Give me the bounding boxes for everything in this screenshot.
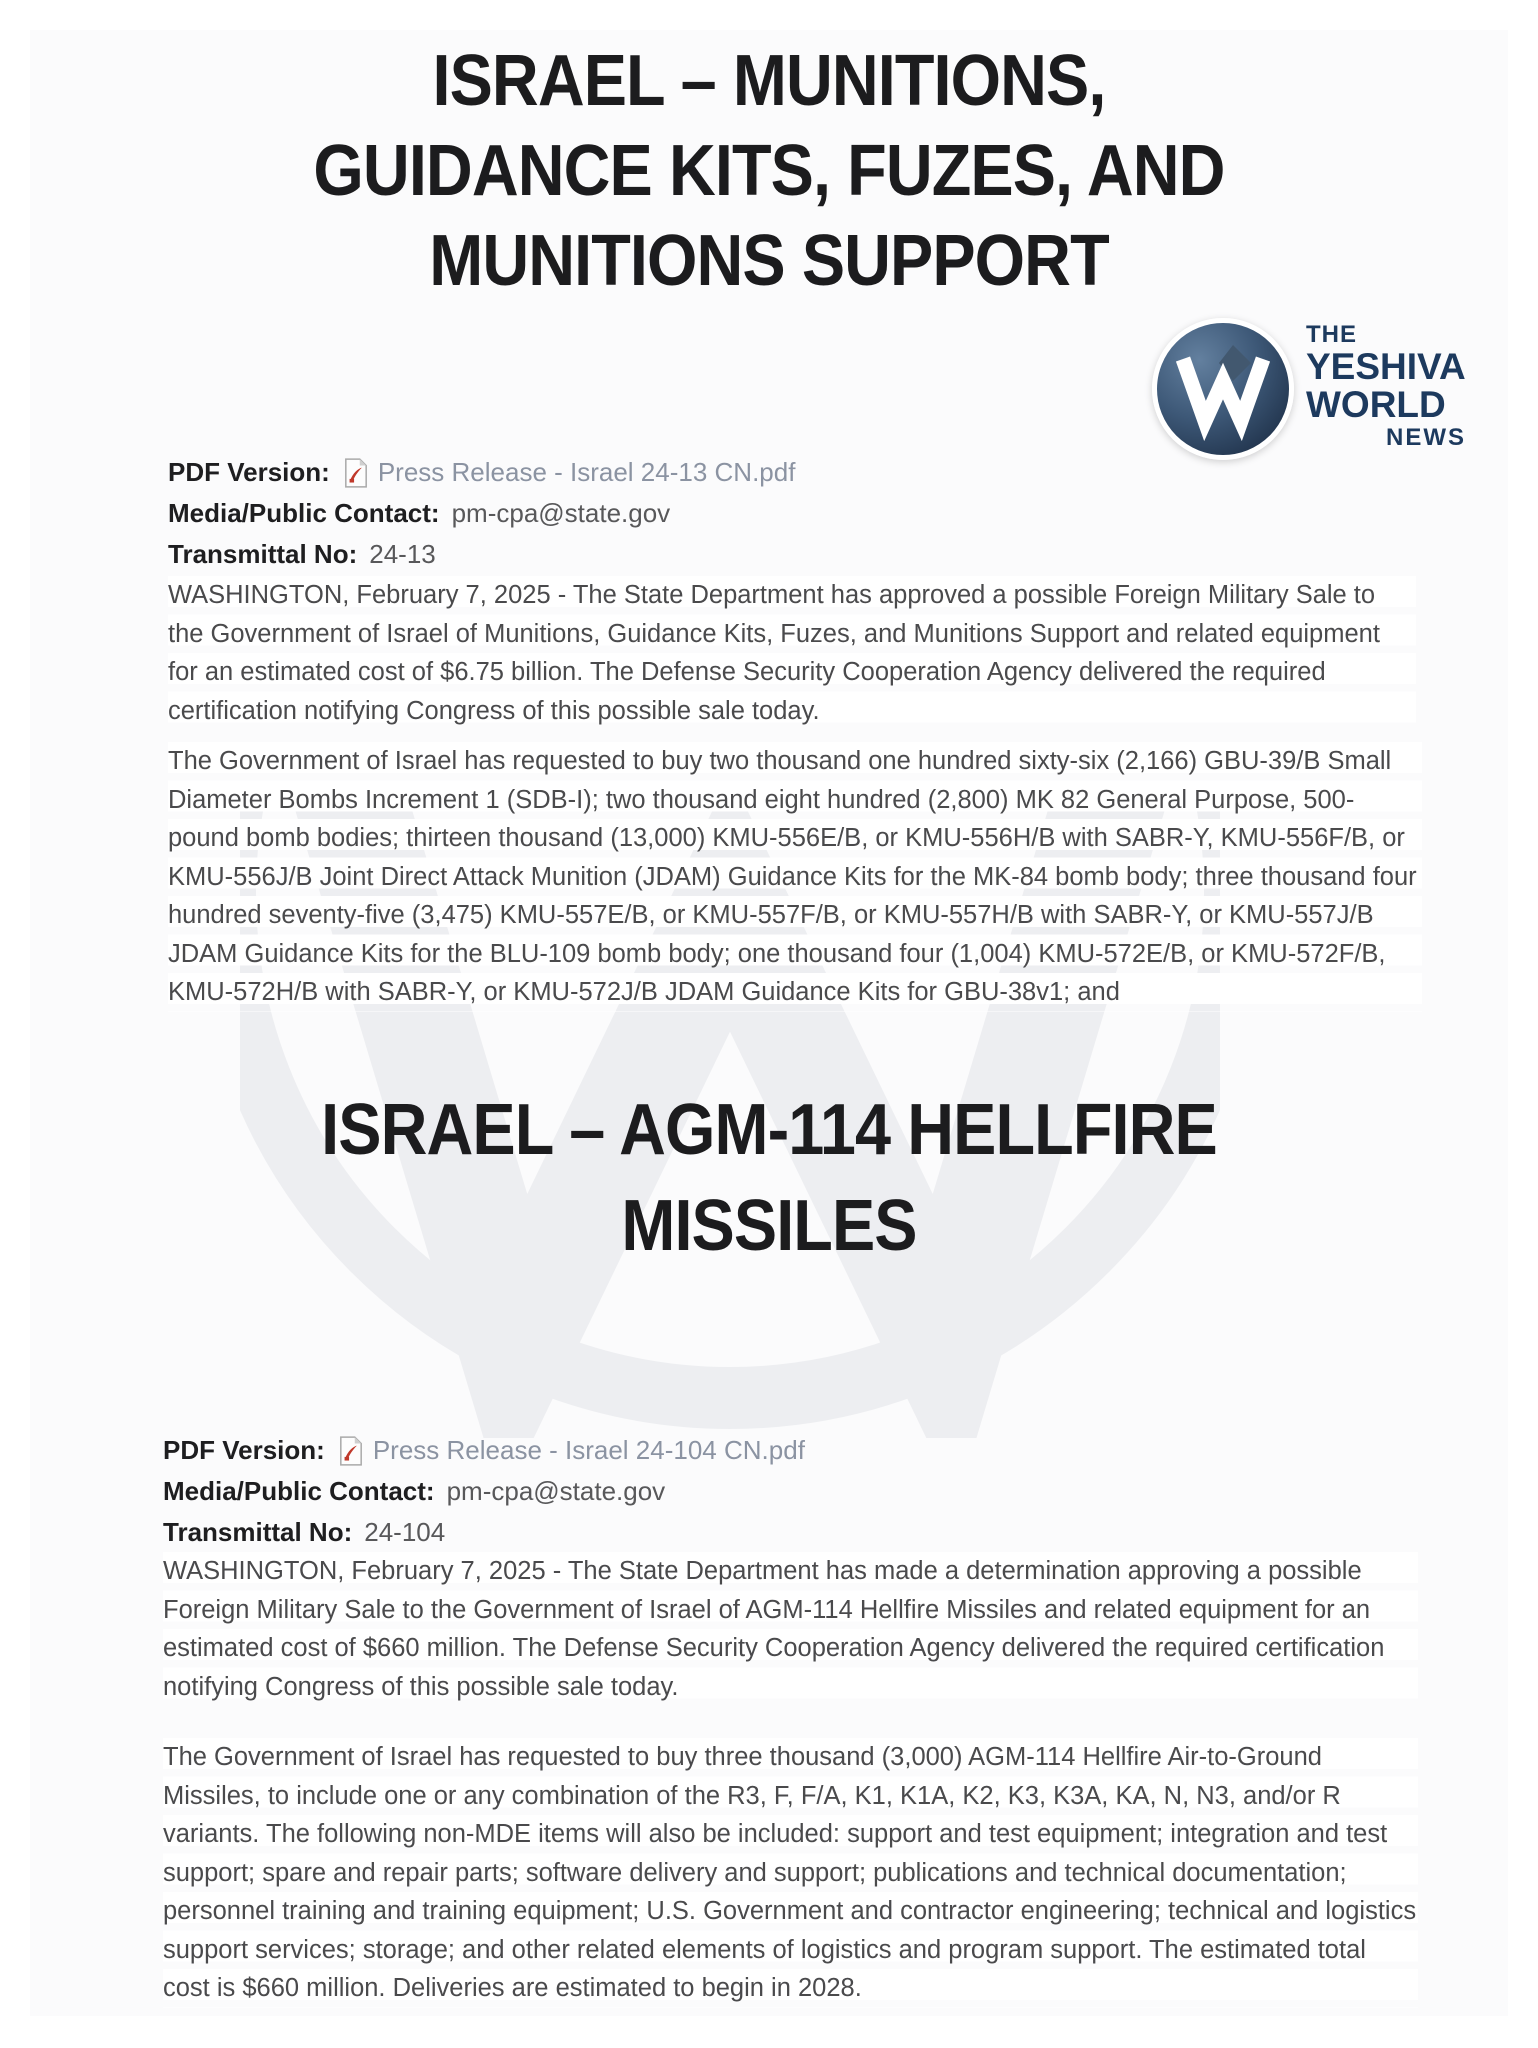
ywn-logo-text xyxy=(1306,322,1466,452)
ywn-logo-w-icon xyxy=(1152,318,1294,460)
section1-paragraph-1: WASHINGTON, February 7, 2025 - The State Department has approved a possible Foreign Military Sale to the Government of Israel of Munitions, Guidance Kits, Fuzes, and Munitions Support and related equipment for an estimated cost of $6.75 billion. The Defense Security Cooperation Agency delivered the required certification notifying Congress of this possible sale today. xyxy=(168,576,1416,730)
media-contact-label: Media/Public Contact: xyxy=(163,1476,435,1506)
logo-world: WORLD xyxy=(1306,384,1446,425)
transmittal-value: 24-104 xyxy=(364,1517,446,1547)
pdf-file-icon xyxy=(344,458,368,488)
section1-title-line1: ISRAEL – MUNITIONS, xyxy=(432,41,1106,121)
logo-news: NEWS xyxy=(1386,424,1466,451)
media-contact-label: Media/Public Contact: xyxy=(168,498,440,528)
pdf-link[interactable]: Press Release - Israel 24-104 CN.pdf xyxy=(372,1435,805,1465)
pdf-file-icon xyxy=(339,1436,363,1466)
pdf-version-row xyxy=(163,1430,805,1471)
logo-the: THE xyxy=(1306,321,1357,348)
media-contact-value: pm-cpa@state.gov xyxy=(451,498,671,528)
transmittal-label: Transmittal No: xyxy=(163,1517,353,1547)
logo-yeshiva: YESHIVA xyxy=(1306,346,1466,387)
pdf-version-label: PDF Version: xyxy=(168,457,330,487)
section1-paragraph-2: The Government of Israel has requested to buy two thousand one hundred sixty-six (2,166) GBU-39/B Small Diameter Bombs Increment 1 (SDB-I); two thousand eight hundred (2,800) MK 82 General Purpose, 500-pound bomb bodies; thirteen thousand (13,000) KMU-556E/B, or KMU-556H/B with SABR-Y, KMU-556F/B, or KMU-556J/B Joint Direct Attack Munition (JDAM) Guidance Kits for the MK-84 bomb body; three thousand four hundred seventy-five (3,475) KMU-557E/B, or KMU-557F/B, or KMU-557H/B with SABR-Y, or KMU-557J/B JDAM Guidance Kits for the BLU-109 bomb body; one thousand four (1,004) KMU-572E/B, or KMU-572F/B, KMU-572H/B with SABR-Y, or KMU-572J/B JDAM Guidance Kits for GBU-38v1; and xyxy=(168,742,1422,1012)
pdf-link[interactable]: Press Release - Israel 24-13 CN.pdf xyxy=(377,457,796,487)
section2-meta xyxy=(163,1430,805,1553)
media-contact-value: pm-cpa@state.gov xyxy=(446,1476,666,1506)
transmittal-row xyxy=(168,534,795,575)
section1-meta xyxy=(168,452,795,575)
section1-title-line3: MUNITIONS SUPPORT xyxy=(429,221,1109,301)
section2-paragraph-2: The Government of Israel has requested to buy three thousand (3,000) AGM-114 Hellfire Air-to-Ground Missiles, to include one or any combination of the R3, F, F/A, K1, K1A, K2, K3, K3A, KA, N, N3, and/or R variants. The following non-MDE items will also be included: support and test equipment; integration and test support; spare and repair parts; software delivery and support; publications and technical documentation; personnel training and training equipment; U.S. Government and contractor engineering; technical and logistics support services; storage; and other related elements of logistics and program support. The estimated total cost is $660 million. Deliveries are estimated to begin in 2028. xyxy=(163,1738,1418,2008)
transmittal-value: 24-13 xyxy=(369,539,436,569)
section2-paragraph-1: WASHINGTON, February 7, 2025 - The State Department has made a determination approving a possible Foreign Military Sale to the Government of Israel of AGM-114 Hellfire Missiles and related equipment for an estimated cost of $660 million. The Defense Security Cooperation Agency delivered the required certification notifying Congress of this possible sale today. xyxy=(163,1552,1418,1706)
transmittal-row xyxy=(163,1512,805,1553)
section2-title-line1: ISRAEL – AGM-114 HELLFIRE xyxy=(321,1090,1217,1170)
media-contact-row xyxy=(168,493,795,534)
section1-title-line2: GUIDANCE KITS, FUZES, AND xyxy=(313,131,1225,211)
pdf-version-row xyxy=(168,452,795,493)
section2-title xyxy=(0,1082,1538,1274)
media-contact-row xyxy=(163,1471,805,1512)
transmittal-label: Transmittal No: xyxy=(168,539,358,569)
pdf-version-label: PDF Version: xyxy=(163,1435,325,1465)
section1-title xyxy=(0,36,1538,306)
ywn-logo xyxy=(1138,304,1478,460)
section2-title-line2: MISSILES xyxy=(621,1186,917,1266)
